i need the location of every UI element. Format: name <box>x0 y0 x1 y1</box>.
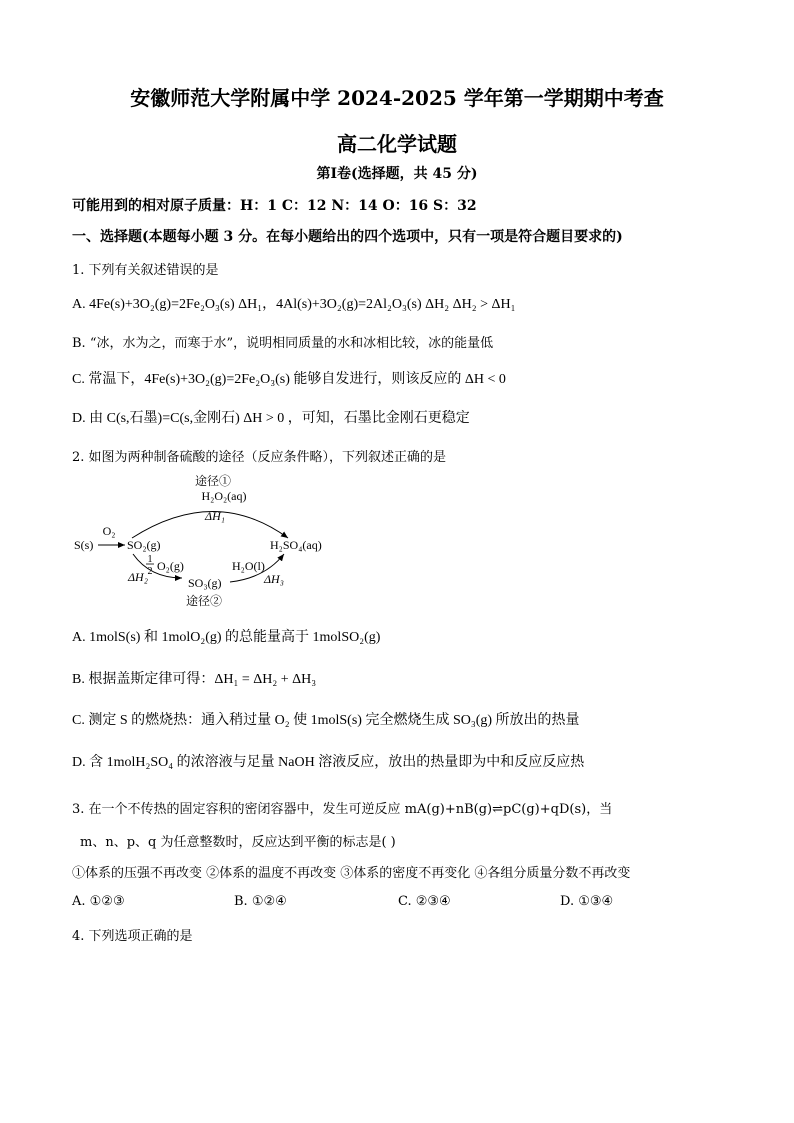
exam-subtitle: 高二化学试题 <box>337 132 457 156</box>
q2-option-c: C. 测定 S 的燃烧热：通入稍过量 O₂ 使 1molS(s) 完全燃烧生成 SO₃(g) 所放出的热量 <box>72 713 580 728</box>
half-denominator: 2 <box>147 566 153 577</box>
q1-option-c: C. 常温下，4Fe(s)+3O₂(g)=2Fe₂O₃(s) 能够自发进行，则该反应的 ΔH < 0 <box>72 372 506 387</box>
o2g-label: O₂(g) <box>157 559 184 573</box>
q1-stem: 1. 下列有关叙述错误的是 <box>72 263 219 278</box>
q2-option-a: A. 1molS(s) 和 1molO₂(g) 的总能量高于 1molSO₂(g) <box>72 630 381 645</box>
q3-stem-line2: m、n、p、q 为任意整数时，反应达到平衡的标志是( ) <box>80 835 396 850</box>
q1-option-b: B. “冰，水为之，而寒于水”，说明相同质量的水和冰相比较，冰的能量低 <box>72 336 494 351</box>
q3-option-c: C. ②③④ <box>398 894 451 909</box>
h2so4-label: H₂SO₄(aq) <box>270 538 322 552</box>
q3-option-d: D. ①③④ <box>560 894 614 909</box>
h2o-label: H₂O(l) <box>232 559 265 573</box>
q1-option-d: D. 由 C(s,石墨)=C(s,金刚石) ΔH > 0 ，可知，石墨比金刚石更稳定 <box>72 411 470 426</box>
q3-option-b: B. ①②④ <box>234 894 287 909</box>
q2-option-d: D. 含 1molH₂SO₄ 的浓溶液与足量 NaOH 溶液反应，放出的热量即为中和反应反应热 <box>72 755 585 770</box>
volume-heading: 第Ⅰ卷(选择题，共 45 分) <box>316 166 478 182</box>
q3-option-a: A. ①②③ <box>72 894 125 909</box>
dh1-label: ΔH₁ <box>205 509 225 523</box>
dh3-label: ΔH₃ <box>264 572 284 586</box>
h2o2-label: H₂O₂(aq) <box>201 489 247 503</box>
q2-stem: 2. 如图为两种制备硫酸的途径（反应条件略），下列叙述正确的是 <box>72 450 447 465</box>
q1-option-a: A. 4Fe(s)+3O₂(g)=2Fe₂O₃(s) ΔH₁，4Al(s)+3O₂(g)=2Al₂O₃(s) ΔH₂ ΔH₂ > ΔH₁ <box>72 297 516 312</box>
so3-label: SO₃(g) <box>188 576 222 590</box>
half-numerator: 1 <box>147 554 153 565</box>
o2-label: O₂ <box>102 524 116 538</box>
q4-stem: 4. 下列选项正确的是 <box>72 929 193 944</box>
q3-stem-line1: 3. 在一个不传热的固定容积的密闭容器中，发生可逆反应 mA(g)+nB(g)⇌pC(g)+qD(s)，当 <box>72 802 613 817</box>
route1-label: 途径① <box>194 474 232 488</box>
sulfur-label: S(s) <box>74 538 94 552</box>
q2-option-b: B. 根据盖斯定律可得：ΔH₁ = ΔH₂ + ΔH₃ <box>72 672 317 687</box>
dh2-label: ΔH₂ <box>128 570 148 584</box>
route2-label: 途径② <box>186 594 223 608</box>
sulfuric-acid-route-diagram <box>70 470 370 610</box>
so2-label: SO₂(g) <box>127 538 161 552</box>
q3-conditions: ①体系的压强不再改变 ②体系的温度不再改变 ③体系的密度不再变化 ④各组分质量分数不再改变 <box>72 866 631 881</box>
exam-title: 安徽师范大学附属中学 2024-2025 学年第一学期期中考查 <box>130 86 664 110</box>
atomic-mass-line: 可能用到的相对原子质量：H：1 C：12 N：14 O：16 S：32 <box>72 198 477 214</box>
section-heading: 一、选择题(本题每小题 3 分。在每小题给出的四个选项中，只有一项是符合题目要求的) <box>72 229 623 245</box>
